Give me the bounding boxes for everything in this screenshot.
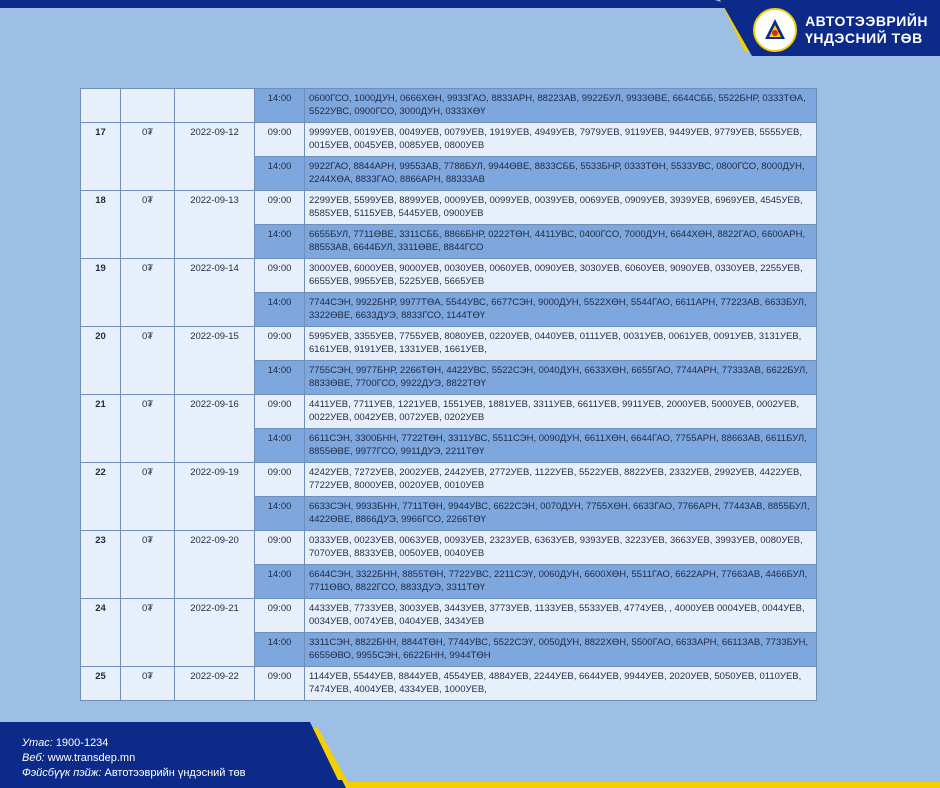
phone-value: 1900-1234 (55, 737, 109, 749)
brand-logo (753, 8, 928, 52)
amount-cell: 0₮ (121, 395, 175, 463)
plates-cell: 0600ГСО, 1000ДУН, 0666ХӨН, 9933ГАО, 8833АРН, 88223АВ, 9922БУЛ, 9933ӨВЕ, 6644СББ, 5522БНР, 0333ТӨА, 5522УВС, 0900ГСО, 3000ДУН, 0333ХӨҮ (305, 89, 817, 123)
time-cell: 14:00 (255, 429, 305, 463)
amount-cell: 0₮ (121, 327, 175, 395)
contact-info (22, 736, 246, 781)
brand-line-1: АВТОТЭЭВРИЙН (805, 13, 928, 29)
plates-cell: 3000УЕВ, 6000УЕВ, 9000УЕВ, 0030УЕВ, 0060УЕВ, 0090УЕВ, 3030УЕВ, 6060УЕВ, 9090УЕВ, 0330УЕВ, 2255УЕВ, 6655УЕВ, 9955УЕВ, 5225УЕВ, 5665УЕВ (305, 259, 817, 293)
time-cell: 14:00 (255, 565, 305, 599)
date-cell: 2022-09-13 (175, 191, 255, 259)
table-row (81, 395, 817, 429)
fb-line (22, 766, 246, 781)
plates-cell: 9922ГАО, 8844АРН, 99553АВ, 7788БУЛ, 9944ӨВЕ, 8833СББ, 5533БНР, 0333ТӨН, 5533УВС, 0800ГСО, 8000ДУН, 2244ХӨА, 8833ГАО, 8866АРН, 88333АВ (305, 157, 817, 191)
amount-cell: 0₮ (121, 123, 175, 191)
amount-cell: 0₮ (121, 531, 175, 599)
time-cell: 09:00 (255, 259, 305, 293)
time-cell: 09:00 (255, 667, 305, 701)
date-cell: 2022-09-12 (175, 123, 255, 191)
plates-cell: 3311СЭН, 8822БНН, 8844ТӨН, 7744УВС, 5522СЭҮ, 0050ДУН, 8822ХӨН, 5500ГАО, 6633АРН, 66113АВ, 7733БУН, 6655ӨВО, 9955СЭН, 6622БНН, 9944ТӨН (305, 633, 817, 667)
table-row (81, 531, 817, 565)
time-cell: 14:00 (255, 633, 305, 667)
date-cell: 2022-09-20 (175, 531, 255, 599)
plates-cell: 5995УЕВ, 3355УЕВ, 7755УЕВ, 8080УЕВ, 0220УЕВ, 0440УЕВ, 0111УЕВ, 0031УЕВ, 0061УЕВ, 0091УЕВ, 3131УЕВ, 6161УЕВ, 9191УЕВ, 1331УЕВ, 1661УЕВ, (305, 327, 817, 361)
web-link[interactable]: www.transdep.mn (47, 752, 136, 764)
phone-line (22, 736, 246, 751)
plates-cell: 0333УЕВ, 0023УЕВ, 0063УЕВ, 0093УЕВ, 2323УЕВ, 6363УЕВ, 9393УЕВ, 3223УЕВ, 3663УЕВ, 3993УЕВ, 0080УЕВ, 7070УЕВ, 8833УЕВ, 0050УЕВ, 0040УЕВ (305, 531, 817, 565)
time-cell: 09:00 (255, 191, 305, 225)
time-cell: 14:00 (255, 361, 305, 395)
time-cell: 14:00 (255, 157, 305, 191)
plates-cell: 4411УЕВ, 7711УЕВ, 1221УЕВ, 1551УЕВ, 1881УЕВ, 3311УЕВ, 6611УЕВ, 9911УЕВ, 2000УЕВ, 5000УЕВ, 0002УЕВ, 0022УЕВ, 0042УЕВ, 0072УЕВ, 0202УЕВ (305, 395, 817, 429)
row-number: 23 (81, 531, 121, 599)
row-number: 19 (81, 259, 121, 327)
row-number: 24 (81, 599, 121, 667)
row-number: 22 (81, 463, 121, 531)
plates-cell: 6655БУЛ, 7711ӨВЕ, 3311СББ, 8866БНР, 0222ТӨН, 4411УВС, 0400ГСО, 7000ДУН, 6644ХӨН, 8822ГАО, 6600АРН, 88553АВ, 6644БУЛ, 3311ӨВЕ, 8844ГСО (305, 225, 817, 259)
plates-cell: 2299УЕВ, 5599УЕВ, 8899УЕВ, 0009УЕВ, 0099УЕВ, 0039УЕВ, 0069УЕВ, 0909УЕВ, 3939УЕВ, 6969УЕВ, 4545УЕВ, 8585УЕВ, 5115УЕВ, 5445УЕВ, 0900УЕВ (305, 191, 817, 225)
web-label: Веб: (22, 752, 45, 764)
amount-cell: 0₮ (121, 259, 175, 327)
plates-cell: 6633СЭН, 9933БНН, 7711ТӨН, 9944УВС, 6622СЭН, 0070ДУН, 7755ХӨН, 6633ГАО, 7766АРН, 77443АВ, 8855БУЛ, 4422ӨВЕ, 8866ДУЭ, 9966ГСО, 2266ТӨҮ (305, 497, 817, 531)
date-cell: 2022-09-19 (175, 463, 255, 531)
table-row (81, 89, 817, 123)
empty-cell (81, 89, 121, 123)
brand-line-2: ҮНДЭСНИЙ ТӨВ (805, 30, 923, 46)
fb-link[interactable]: Автотээврийн үндэсний төв (104, 767, 246, 779)
plates-cell: 6644СЭН, 3322БНН, 8855ТӨН, 7722УВС, 2211СЭҮ, 0060ДУН, 6600ХӨН, 5511ГАО, 6622АРН, 77663АВ, 4466БУЛ, 7711ӨВО, 8822ГСО, 8833ДУЭ, 3311ТӨҮ (305, 565, 817, 599)
plates-cell: 4433УЕВ, 7733УЕВ, 3003УЕВ, 3443УЕВ, 3773УЕВ, 1133УЕВ, 5533УЕВ, 4774УЕВ, , 4000УЕВ 0004УЕВ, 0044УЕВ, 0034УЕВ, 0074УЕВ, 0404УЕВ, 3434УЕВ (305, 599, 817, 633)
table-row (81, 259, 817, 293)
plates-cell: 4242УЕВ, 7272УЕВ, 2002УЕВ, 2442УЕВ, 2772УЕВ, 1122УЕВ, 5522УЕВ, 8822УЕВ, 2332УЕВ, 2992УЕВ, 4422УЕВ, 7722УЕВ, 8000УЕВ, 0020УЕВ, 0010УЕВ (305, 463, 817, 497)
time-cell: 14:00 (255, 293, 305, 327)
web-line (22, 751, 246, 766)
table-row (81, 123, 817, 157)
plates-cell: 7755СЭН, 9977БНР, 2266ТӨН, 4422УВС, 5522СЭН, 0040ДУН, 6633ХӨН, 6655ГАО, 7744АРН, 77333АВ, 6622БУЛ, 8833ӨВЕ, 7700ГСО, 9922ДУЭ, 8822ТӨҮ (305, 361, 817, 395)
fb-label: Фэйсбүүк пэйж: (22, 767, 102, 779)
brand-name (805, 13, 928, 47)
table-row (81, 327, 817, 361)
date-cell: 2022-09-14 (175, 259, 255, 327)
time-cell: 09:00 (255, 531, 305, 565)
phone-label: Утас: (22, 737, 53, 749)
empty-cell (121, 89, 175, 123)
time-cell: 09:00 (255, 463, 305, 497)
time-cell: 14:00 (255, 89, 305, 123)
emblem-icon (753, 8, 797, 52)
date-cell: 2022-09-21 (175, 599, 255, 667)
schedule-table (80, 88, 816, 701)
date-cell: 2022-09-15 (175, 327, 255, 395)
row-number: 21 (81, 395, 121, 463)
table-row (81, 599, 817, 633)
time-cell: 14:00 (255, 497, 305, 531)
time-cell: 14:00 (255, 225, 305, 259)
table-row (81, 667, 817, 701)
time-cell: 09:00 (255, 327, 305, 361)
date-cell: 2022-09-16 (175, 395, 255, 463)
table-row (81, 191, 817, 225)
plates-cell: 7744СЭН, 9922БНР, 9977ТӨА, 5544УВС, 6677СЭН, 9000ДУН, 5522ХӨН, 5544ГАО, 6611АРН, 77223АВ, 6633БУЛ, 3322ӨВЕ, 6633ДУЭ, 8833ГСО, 1144ТӨҮ (305, 293, 817, 327)
table-row (81, 463, 817, 497)
row-number: 17 (81, 123, 121, 191)
time-cell: 09:00 (255, 395, 305, 429)
amount-cell: 0₮ (121, 599, 175, 667)
amount-cell: 0₮ (121, 191, 175, 259)
amount-cell: 0₮ (121, 667, 175, 701)
time-cell: 09:00 (255, 123, 305, 157)
plates-cell: 9999УЕВ, 0019УЕВ, 0049УЕВ, 0079УЕВ, 1919УЕВ, 4949УЕВ, 7979УЕВ, 9119УЕВ, 9449УЕВ, 9779УЕВ, 5555УЕВ, 0015УЕВ, 0045УЕВ, 0085УЕВ, 0800УЕВ (305, 123, 817, 157)
row-number: 20 (81, 327, 121, 395)
time-cell: 09:00 (255, 599, 305, 633)
amount-cell: 0₮ (121, 463, 175, 531)
empty-cell (175, 89, 255, 123)
row-number: 25 (81, 667, 121, 701)
row-number: 18 (81, 191, 121, 259)
date-cell: 2022-09-22 (175, 667, 255, 701)
plates-cell: 6611СЭН, 3300БНН, 7722ТӨН, 3311УВС, 5511СЭН, 0090ДУН, 6611ХӨН, 6644ГАО, 7755АРН, 88663АВ, 6611БУЛ, 8855ӨВЕ, 9977ГСО, 9911ДУЭ, 2211ТӨҮ (305, 429, 817, 463)
plates-cell: 1144УЕВ, 5544УЕВ, 8844УЕВ, 4554УЕВ, 4884УЕВ, 2244УЕВ, 6644УЕВ, 9944УЕВ, 2020УЕВ, 5050УЕВ, 0110УЕВ, 7474УЕВ, 4004УЕВ, 4334УЕВ, 1000УЕВ, (305, 667, 817, 701)
